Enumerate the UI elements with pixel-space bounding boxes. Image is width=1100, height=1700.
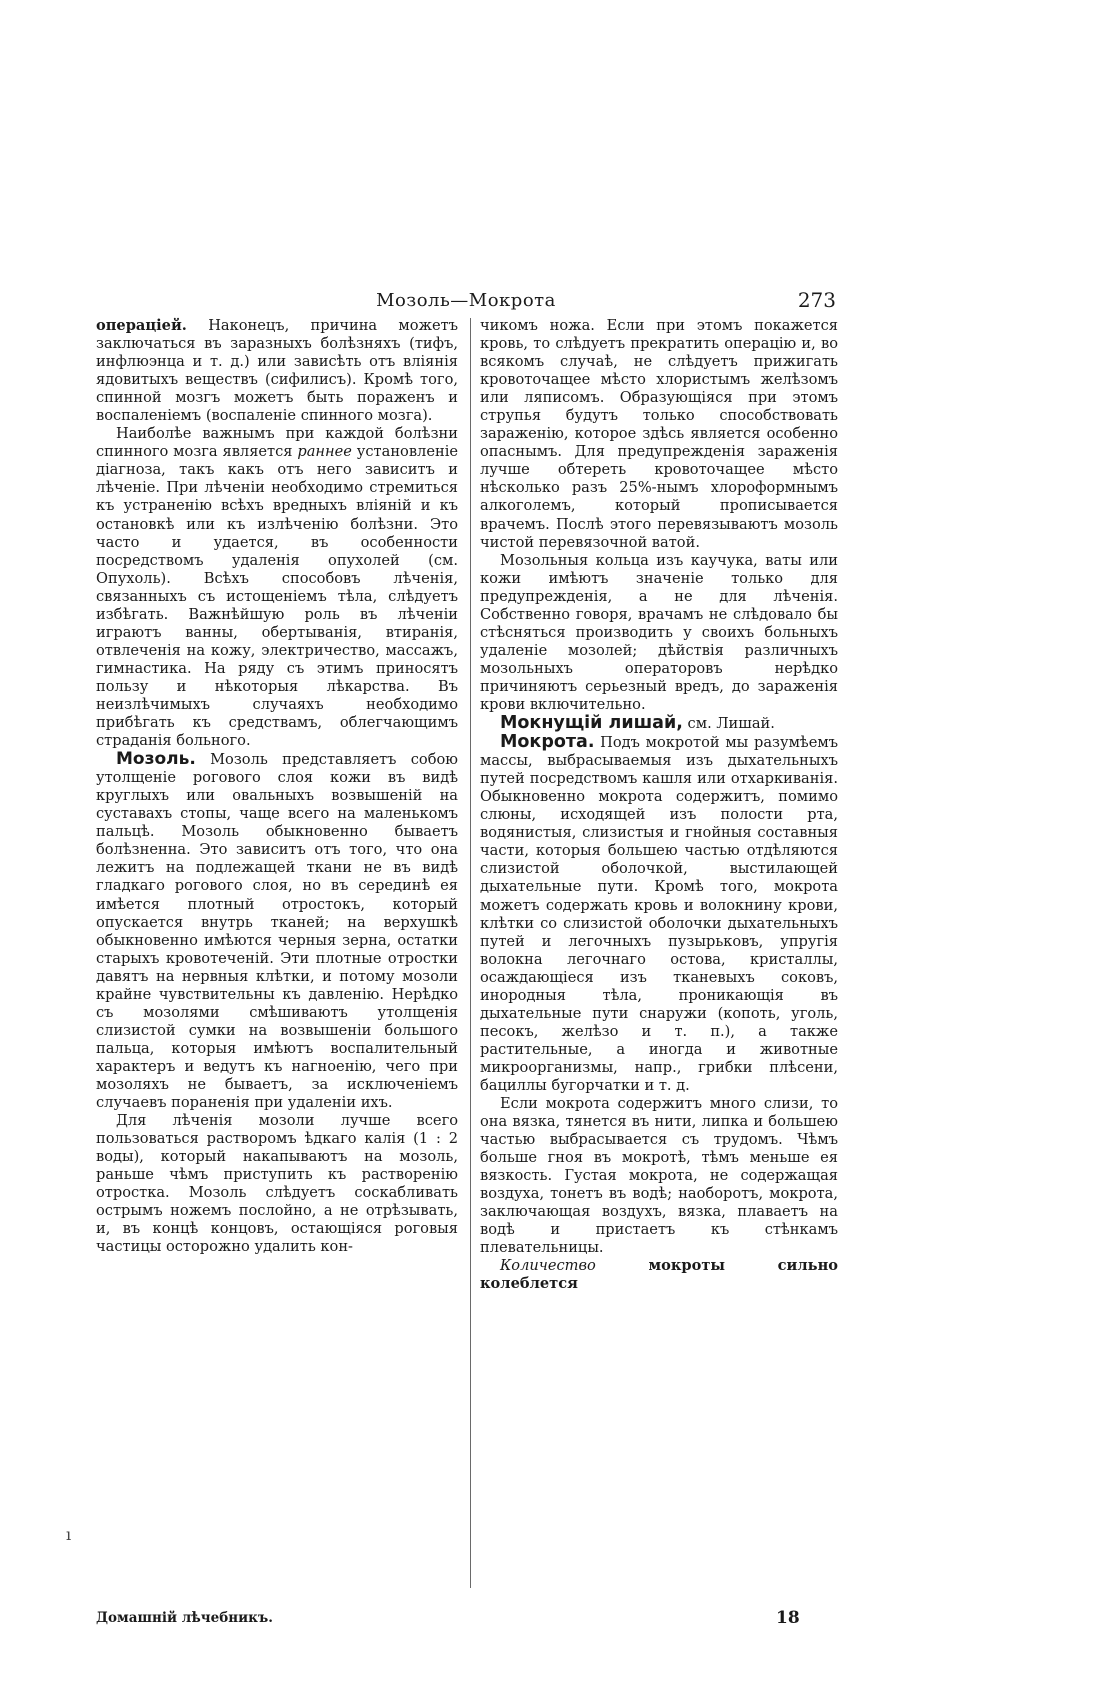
paragraph	[480, 1257, 838, 1293]
margin-mark-icon: ı	[66, 1525, 72, 1544]
entry-mokrota	[480, 733, 838, 1095]
emphasis: раннее	[297, 443, 352, 461]
paragraph-text: Мозоль представляетъ собою утолщеніе рогового слоя кожи въ видѣ круглыхъ или овальныхъ возвышеній на суставахъ стопы, чаще всего на маленькомъ пальцѣ. Мозоль обыкновенно бываетъ болѣзненна. Это зависитъ отъ того, что она лежитъ на подлежащей ткани не въ видѣ гладкаго рогового слоя, но въ серединѣ ея имѣется плотный отростокъ, который опускается внутрь тканей; на верхушкѣ обыкновенно имѣются черныя зерна, остатки старыхъ кровотеченій. Эти плотные отростки давятъ на нервныя клѣтки, и потому мозоли крайне чувствительны къ давленію. Нерѣдко съ мозолями смѣшиваютъ утолщенія слизистой сумки на возвышеніи большого пальца, которыя имѣютъ воспалительный характеръ и ведутъ къ нагноенію, чего при мозоляхъ не бываетъ, за исключеніемъ случаевъ пораненія при удаленіи ихъ.	[96, 751, 458, 1112]
paragraph-text: Подъ мокротой мы разумѣемъ массы, выбрасываемыя изъ дыхательныхъ путей посредствомъ кашля или отхаркиванія. Обыкновенно мокрота содержитъ, помимо слюны, исходящей изъ полости рта, водянистыя, слизистыя и гнойныя составныя части, которыя большею частью отдѣляются слизистой оболочкой, выстилающей дыхательные пути. Кромѣ того, мокрота можетъ содержать кровь и волокнину крови, клѣтки со слизистой оболочки дыхательныхъ путей и легочныхъ пузырьковъ, упругія волокна легочнаго остова, кристаллы, осаждающіеся изъ тканевыхъ соковъ, инородныя тѣла, проникающія въ дыхательные пути снаружи (копоть, уголь, песокъ, желѣзо и т. п.), а также растительные, а иногда и животные микроорганизмы, напр., грибки плѣсени, бациллы бугорчатки и т. д.	[480, 734, 838, 1094]
paragraph: чикомъ ножа. Если при этомъ покажется кровь, то слѣдуетъ прекратить операцію и, во всякомъ случаѣ, не слѣдуетъ прижигать кровоточащее мѣсто хлористымъ желѣзомъ или ляписомъ. Образующіяся при этомъ струпья будутъ только способствовать зараженію, которое здѣсь является особенно опаснымъ. Для предупрежденія зараженія лучше обтереть кровоточащее мѣсто нѣсколько разъ 25%-нымъ хлороформнымъ алкоголемъ, который прописывается врачемъ. Послѣ этого перевязываютъ мозоль чистой перевязочной ватой.	[480, 317, 838, 551]
book-title-footer: Домашній лѣчебникъ.	[96, 1610, 273, 1626]
entry-heading: Мозоль.	[116, 749, 196, 770]
paragraph-text: см. Лишай.	[682, 715, 775, 733]
entry-heading: Мокрота.	[500, 732, 595, 753]
lead-word: операціей.	[96, 317, 187, 334]
paragraph	[96, 425, 458, 750]
running-title: Мозоль—Мокрота	[376, 290, 556, 311]
page-number: 273	[797, 288, 836, 312]
emphasis: Количество	[500, 1257, 596, 1275]
paragraph-text: мокроты сильно колеблется	[480, 1257, 838, 1293]
paragraph-text: Наиболѣе важнымъ при каждой болѣзни спинного мозга является	[96, 425, 458, 461]
entry-moknushchiy-lishay	[480, 714, 838, 733]
paragraph: Если мокрота содержитъ много слизи, то она вязка, тянется въ нити, липка и большею частью выбрасывается съ трудомъ. Чѣмъ больше гноя въ мокротѣ, тѣмъ меньше ея вязкость. Густая мокрота, не содержащая воздуха, тонетъ въ водѣ; наоборотъ, мокрота, заключающая воздухъ, вязка, плаваетъ на водѣ и пристаетъ къ стѣнкамъ плевательницы.	[480, 1095, 838, 1257]
right-column	[480, 317, 838, 1294]
paragraph: Для лѣченія мозоли лучше всего пользоваться растворомъ ѣдкаго калія (1 : 2 воды), который накапываютъ на мозоль, раньше чѣмъ приступить къ растворенію отростка. Мозоль слѣдуетъ соскабливать острымъ ножемъ послойно, а не отрѣзывать, и, въ концѣ концовъ, остающіяся роговыя частицы осторожно удалить кон-	[96, 1112, 458, 1256]
entry-heading: Мокнущій лишай,	[500, 713, 683, 734]
paragraph: Мозольныя кольца изъ каучука, ваты или кожи имѣютъ значеніе только для предупрежденія, а не для лѣченія. Собственно говоря, врачамъ не слѣдовало бы стѣсняться производить у своихъ больныхъ удаленіе мозолей; дѣйствія различныхъ мозольныхъ операторовъ нерѣдко причиняютъ серьезный вредъ, до зараженія крови включительно.	[480, 551, 838, 713]
column-divider	[470, 318, 471, 1588]
signature-mark: 18	[776, 1608, 800, 1628]
left-column	[96, 317, 458, 1256]
paragraph	[96, 317, 458, 425]
entry-mozol	[96, 750, 458, 1112]
running-header	[96, 288, 836, 318]
paragraph-text: Наконецъ, причина можетъ заключаться въ заразныхъ болѣзняхъ (тифъ, инфлюэнца и т. д.) или зависѣть отъ вліянія ядовитыхъ веществъ (сифилисъ). Кромѣ того, спинной мозгъ можетъ быть пораженъ и воспаленіемъ (воспаленіе спинного мозга).	[96, 317, 458, 425]
page-footer	[96, 1610, 836, 1634]
paragraph-text: установленіе діагноза, такъ какъ отъ него зависитъ и лѣченіе. При лѣченіи необходимо стремиться къ устраненію всѣхъ вредныхъ вліяній и къ остановкѣ или къ излѣченію болѣзни. Это часто и удается, въ особенности посредствомъ удаленія опухолей (см. Опухоль). Всѣхъ способовъ лѣченія, связанныхъ съ истощеніемъ тѣла, слѣдуетъ избѣгать. Важнѣйшую роль въ лѣченіи играютъ ванны, обертыванія, втиранія, отвлеченія на кожу, электричество, массажъ, гимнастика. На ряду съ этимъ приносятъ пользу и нѣкоторыя лѣкарства. Въ неизлѣчимыхъ случаяхъ необходимо прибѣгать къ средствамъ, облегчающимъ страданія больного.	[96, 443, 459, 750]
